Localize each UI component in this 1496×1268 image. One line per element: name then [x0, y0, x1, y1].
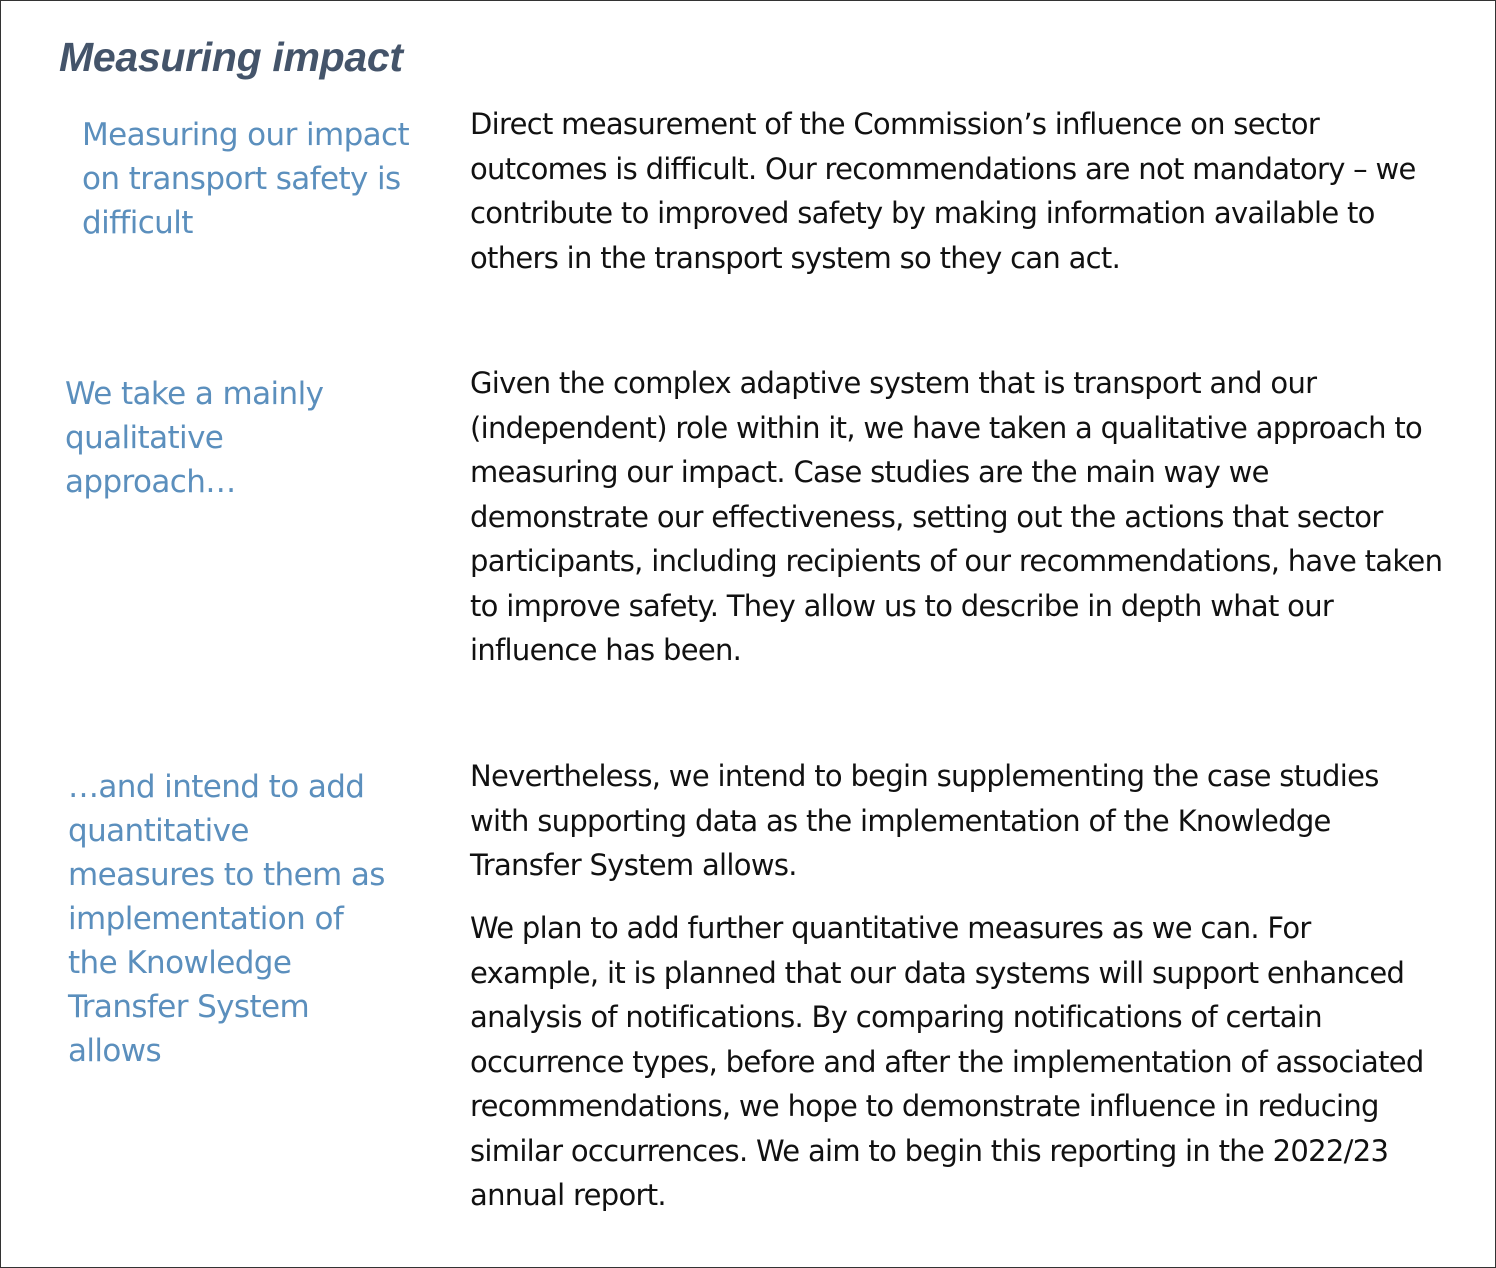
side-note-quantitative: …and intend to add quantitative measures to them as implementation of the Knowledge Transfer System allows: [68, 769, 385, 1069]
paragraph-quantitative-measures: We plan to add further quantitative measures as we can. For example, it is planned that our data systems will support enhanced analysis of notifications. By comparing notifications of certain occurrence types, before and after the implementation of associated recommendations, we hope to demonstrate influence in reducing similar occurrences. We aim to begin this reporting in the 2022/23 annual report.: [470, 911, 1424, 1212]
page-title: Measuring impact: [59, 34, 403, 80]
paragraph-supplementing-data: Nevertheless, we intend to begin supplementing the case studies with supporting data as the implementation of the Knowledge Transfer System allows.: [470, 759, 1379, 882]
side-note-difficult: Measuring our impact on transport safety is difficult: [82, 117, 410, 241]
paragraph-qualitative-approach: Given the complex adaptive system that is transport and our (independent) role within it, we have taken a qualitative approach to measuring our impact. Case studies are the main way we demonstrate our effectiveness, setting out the actions that sector participants, including recipients of our recommendations, have taken to improve safety. They allow us to describe in depth what our influence has been.: [470, 366, 1443, 667]
paragraph-direct-measurement: Direct measurement of the Commission’s influence on sector outcomes is difficult. Our recommendations are not mandatory – we contribute to improved safety by making information available to others in the transport system so they can act.: [470, 107, 1416, 275]
side-note-qualitative: We take a mainly qualitative approach…: [65, 376, 324, 500]
